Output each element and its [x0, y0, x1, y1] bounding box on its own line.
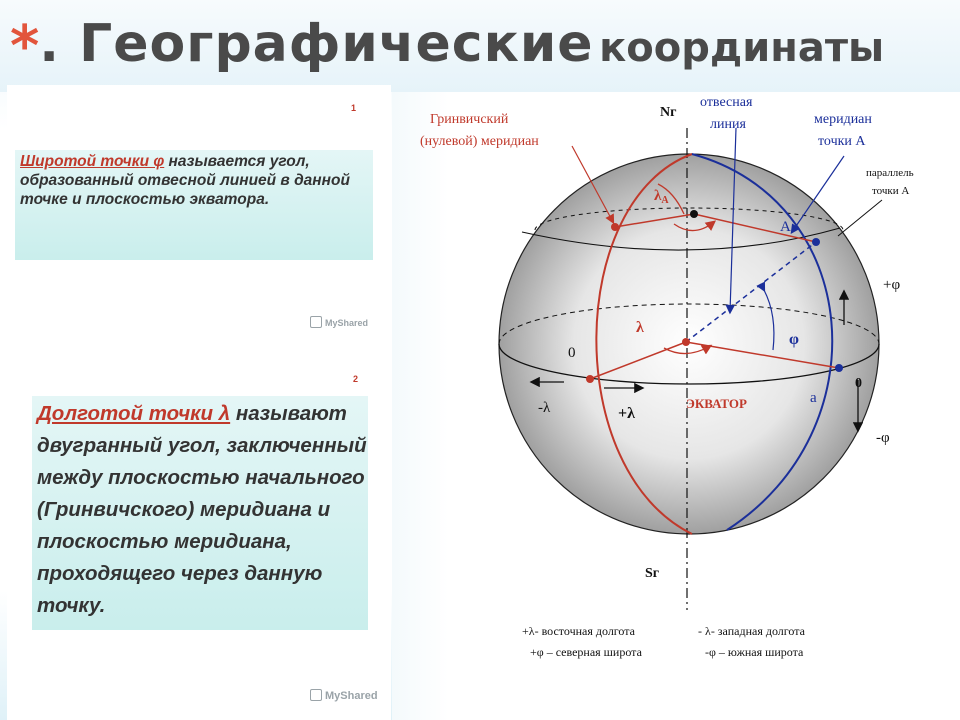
minus-phi-label: -φ [876, 430, 890, 446]
meridian-a-label-line2: точки А [818, 134, 866, 149]
lambda-a-label: $\lambda_A$ [654, 188, 669, 206]
plus-phi-label: +φ [883, 277, 901, 293]
parallel-label-line1: параллель [866, 167, 914, 179]
watermark-icon [310, 316, 322, 328]
slide-number-2: 2 [353, 374, 359, 384]
latitude-term: Широтой точки φ [20, 153, 165, 170]
legend-north-latitude: +φ – северная широта [530, 645, 642, 659]
watermark-1 [310, 316, 368, 328]
legend-south-latitude: -φ – южная широта [705, 645, 804, 659]
longitude-definition-box [32, 396, 368, 630]
title-main: . Географические [39, 14, 594, 74]
longitude-definition-text: называют двугранный угол, заключенный между плоскостью начального (Гринвичского) меридиана и плоскостью меридиана, проходящего через данную точку. [37, 402, 367, 617]
equator-label: ЭКВАТОР [686, 396, 747, 411]
greenwich-label-line2: (нулевой) меридиан [420, 134, 539, 149]
legend-west-longitude: - λ- западная долгота [698, 624, 805, 638]
greenwich-equator-point [586, 375, 594, 383]
north-pole-label: Nг [660, 105, 677, 120]
latitude-definition-box [15, 150, 373, 260]
zero-left-label: 0 [568, 345, 576, 361]
point-a [812, 238, 820, 246]
minus-lambda-label: -λ [538, 400, 551, 416]
coordinate-diagram [392, 0, 960, 720]
greenwich-parallel-point [611, 223, 619, 231]
watermark-text: MyShared [325, 318, 369, 328]
slide-number-1: 1 [351, 103, 357, 113]
lambda-label: λ [636, 319, 644, 336]
plus-lambda-label: +λ [618, 405, 635, 422]
title-star: * [10, 14, 40, 79]
point-a-equator [835, 364, 843, 372]
watermark-2 [310, 689, 378, 702]
point-a-small-label: a [810, 390, 817, 406]
watermark-text: MyShared [325, 690, 378, 702]
zero-right-label: 0 [855, 376, 862, 391]
south-pole-label: Sг [645, 566, 660, 581]
plumb-label-line2: линия [710, 117, 746, 132]
legend-east-longitude: +λ- восточная долгота [522, 624, 635, 638]
latitude-definition-text: называется угол, образованный отвесной линией в данной точке и плоскостью экватора. [20, 153, 350, 208]
meridian-a-label-line1: меридиан [814, 112, 872, 127]
parallel-center-point [690, 210, 698, 218]
watermark-icon [310, 689, 322, 701]
plumb-label-line1: отвесная [700, 95, 753, 110]
parallel-pointer [838, 200, 882, 236]
phi-label: φ [789, 331, 799, 348]
point-a-label: A [780, 219, 791, 235]
longitude-term: Долготой точки λ [37, 402, 231, 425]
title-secondary: координаты [599, 25, 885, 71]
center-point [682, 338, 690, 346]
parallel-label-line2: точки А [872, 185, 910, 197]
greenwich-label-line1: Гринвичский [430, 112, 509, 127]
